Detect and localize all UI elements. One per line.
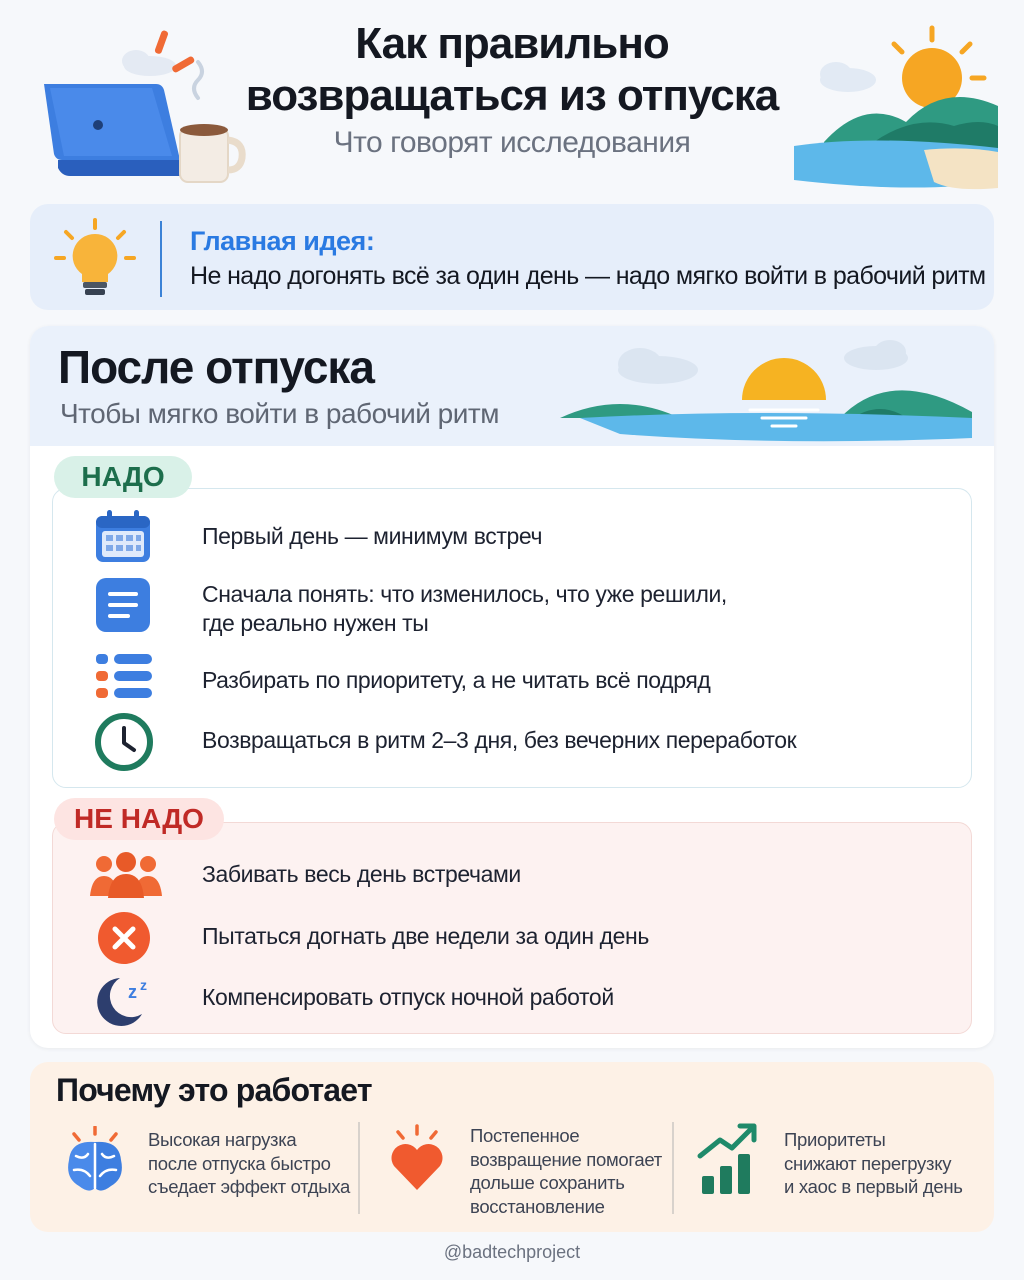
svg-text:z: z [128,982,137,1002]
calendar-icon [94,508,152,564]
need-item-1: Первый день — минимум встреч [202,523,543,549]
after-vacation-title: После отпуска [58,341,375,393]
why-item-3 [784,1128,963,1199]
why-item-2 [470,1124,662,1218]
moon-sleep-icon [92,972,156,1028]
after-vacation-subtitle: Чтобы мягко войти в рабочий ритм [60,398,499,429]
main-idea-card [30,204,994,310]
sea-sunset-illustration [560,338,980,450]
no-need-item-3: Компенсировать отпуск ночной работой [202,984,614,1010]
why-item-1-line-1: Высокая нагрузка [148,1129,297,1150]
why-item-2-line-2: возвращение помогает [470,1148,662,1170]
footer-handle: @badtechproject [443,1242,581,1262]
need-item-3: Разбирать по приоритету, а не читать всё подряд [202,667,711,693]
need-item-2 [202,580,727,638]
main-idea-text: Не надо догонять всё за один день — надо мягко войти в рабочий ритм [190,262,986,290]
why-separator-1 [358,1122,360,1214]
title-line-1: Как правильно [355,19,669,68]
need-tag: НАДО [54,456,192,498]
need-item-4: Возвращаться в ритм 2–3 дня, без вечерних переработок [202,727,797,753]
heart-icon [388,1124,446,1194]
why-separator-2 [672,1122,674,1214]
why-item-2-line-1: Постепенное [470,1125,580,1146]
need-item-2-line-1: Сначала понять: что изменилось, что уже решили, [202,581,727,607]
laptop-coffee-illustration [40,28,250,193]
people-icon [90,850,162,900]
why-item-1-line-3: съедает эффект отдыха [148,1176,351,1197]
cross-icon [96,910,152,966]
svg-text:z: z [140,977,147,993]
main-idea-label: Главная идея: [190,226,375,256]
lightbulb-icon [52,218,138,302]
no-need-item-2: Пытаться догнать две недели за один день [202,923,649,949]
need-item-2-line-2: где реально нужен ты [202,610,429,636]
growth-chart-icon [696,1122,760,1196]
idea-divider [160,221,162,297]
title-line-2: возвращаться из отпуска [245,71,779,120]
priority-list-icon [94,652,154,702]
no-need-item-1: Забивать весь день встречами [202,861,521,887]
why-item-1 [148,1128,350,1199]
why-item-3-line-2: снижают перегрузку [784,1152,952,1174]
brain-icon [62,1126,128,1196]
page-subtitle: Что говорят исследования [333,126,691,159]
no-need-tag: НЕ НАДО [54,798,224,840]
beach-sun-illustration [794,22,998,192]
why-item-3-line-3: и хаос в первый день [784,1176,963,1197]
why-item-2-line-3: дольше сохранить [470,1172,625,1193]
why-item-3-line-1: Приоритеты [784,1129,886,1150]
clock-icon [94,712,154,772]
document-icon [94,576,152,634]
why-item-1-line-2: после отпуска быстро [148,1152,331,1174]
why-title: Почему это работает [56,1072,372,1108]
why-item-2-line-4: восстановление [470,1195,605,1217]
